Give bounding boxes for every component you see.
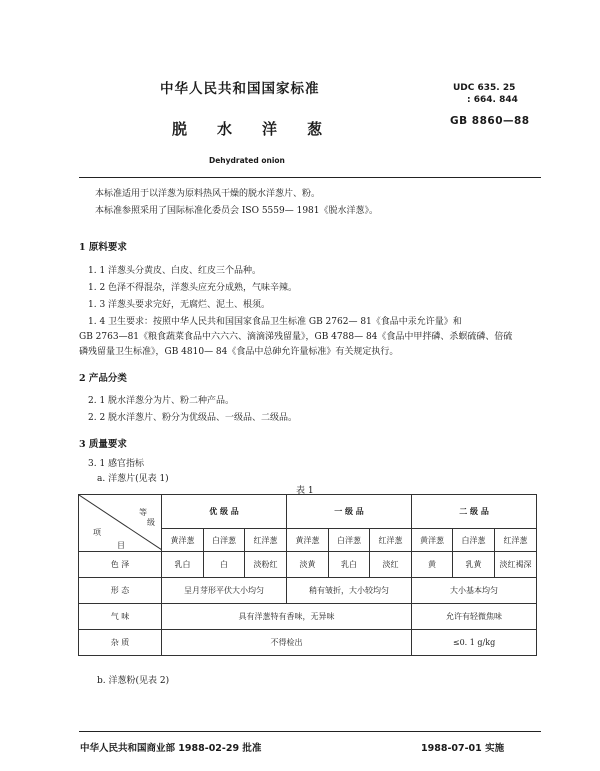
variety-header: 红洋葱 <box>370 529 412 552</box>
table-cell: 淡红 <box>370 552 412 578</box>
table-cell: 乳白 <box>329 552 370 578</box>
table-cell: 稍有皱折，大小较均匀 <box>287 578 412 604</box>
row-label-impurity: 杂 质 <box>79 630 162 656</box>
table-cell: 淡黄 <box>287 552 329 578</box>
clause-1-2: 1. 2 色泽不得混杂，洋葱头应充分成熟，气味辛辣。 <box>88 283 298 293</box>
row-label-shape: 形 态 <box>79 578 162 604</box>
clause-3-1: 3. 1 感官指标 <box>88 459 145 469</box>
title-char: 洋 <box>262 120 278 138</box>
corner-label-item: 项 <box>93 528 101 537</box>
table-cell: 呈月芽形平伏大小均匀 <box>162 578 287 604</box>
variety-header: 红洋葱 <box>495 529 537 552</box>
sensory-table <box>78 494 537 656</box>
corner-label-grade: 等 <box>139 508 147 517</box>
clause-1-4-line-1: 1. 4 卫生要求：按照中华人民共和国国家食品卫生标准 GB 2762— 81《食品中汞允许量》和 <box>88 317 462 327</box>
clause-1-4-line-3: 磷残留量卫生标准》，GB 4810— 84《食品中总砷允许量标准》有关规定执行。 <box>79 347 399 357</box>
variety-header: 黄洋葱 <box>287 529 329 552</box>
english-title: Dehydrated onion <box>209 156 285 165</box>
document-title <box>172 118 352 139</box>
title-char: 葱 <box>307 120 323 138</box>
section-2-heading: 2 产品分类 <box>79 373 127 384</box>
table-cell: 大小基本均匀 <box>412 578 537 604</box>
section-1-heading: 1 原料要求 <box>79 242 127 253</box>
implementation-date: 1988-07-01 实施 <box>421 743 505 754</box>
footer-divider <box>79 731 541 732</box>
table-cell: 具有洋葱特有香味，无异味 <box>162 604 412 630</box>
clause-3-1-a: a. 洋葱片(见表 1) <box>97 474 169 484</box>
intro-paragraph-2: 本标准参照采用了国际标准化委员会 ISO 5559— 1981《脱水洋葱》。 <box>95 206 378 216</box>
table-corner-cell <box>79 495 162 552</box>
table-cell: 黄 <box>412 552 453 578</box>
table-cell: 淡粉红 <box>245 552 287 578</box>
grade-header-second: 二 级 品 <box>412 495 537 529</box>
clause-1-3: 1. 3 洋葱头要求完好，无腐烂、泥土、根须。 <box>88 300 271 310</box>
clause-2-2: 2. 2 脱水洋葱片、粉分为优级品、一级品、二级品。 <box>88 413 298 423</box>
variety-header: 红洋葱 <box>245 529 287 552</box>
title-char: 水 <box>217 120 233 138</box>
corner-label-mu: 目 <box>117 541 125 550</box>
grade-header-first: 一 级 品 <box>287 495 412 529</box>
table-row <box>79 630 537 656</box>
table-row <box>79 604 537 630</box>
approval-line: 中华人民共和国商业部 1988-02-29 批准 <box>80 743 262 754</box>
variety-header: 白洋葱 <box>204 529 245 552</box>
clause-2-1: 2. 1 脱水洋葱分为片、粉二种产品。 <box>88 396 235 406</box>
standard-title: 中华人民共和国国家标准 <box>160 81 320 97</box>
intro-paragraph-1: 本标准适用于以洋葱为原料热风干燥的脱水洋葱片、粉。 <box>95 189 321 199</box>
table-1-caption: 表 1 <box>296 486 314 496</box>
udc-code-line2: : 664. 844 <box>467 95 518 105</box>
grade-header-premium: 优 级 品 <box>162 495 287 529</box>
row-label-color: 色 泽 <box>79 552 162 578</box>
row-label-smell: 气 味 <box>79 604 162 630</box>
section-3-heading: 3 质量要求 <box>79 439 127 450</box>
table-cell: 允许有轻微焦味 <box>412 604 537 630</box>
variety-header: 黄洋葱 <box>412 529 453 552</box>
table-cell: 乳白 <box>162 552 204 578</box>
clause-1-4-line-2: GB 2763—81《粮食蔬菜食品中六六六、滴滴涕残留量》，GB 4788— 84《食品中甲拌磷、杀螟硫磷、倍硫 <box>79 332 513 342</box>
variety-header: 白洋葱 <box>453 529 495 552</box>
title-char: 脱 <box>172 120 188 138</box>
header-divider <box>79 177 541 178</box>
table-cell: 不得检出 <box>162 630 412 656</box>
table-cell: 乳黄 <box>453 552 495 578</box>
gb-standard-code: GB 8860—88 <box>450 115 530 127</box>
clause-1-1: 1. 1 洋葱头分黄皮、白皮、红皮三个品种。 <box>88 266 262 276</box>
table-cell: ≤0. 1 g/kg <box>412 630 537 656</box>
table-cell: 白 <box>204 552 245 578</box>
table-row <box>79 552 537 578</box>
table-row <box>79 578 537 604</box>
variety-header: 白洋葱 <box>329 529 370 552</box>
table-cell: 淡红褐深 <box>495 552 537 578</box>
corner-label-level: 级 <box>147 518 155 527</box>
clause-3-1-b: b. 洋葱粉(见表 2) <box>97 676 170 686</box>
udc-code: UDC 635. 25 <box>453 83 516 93</box>
variety-header: 黄洋葱 <box>162 529 204 552</box>
